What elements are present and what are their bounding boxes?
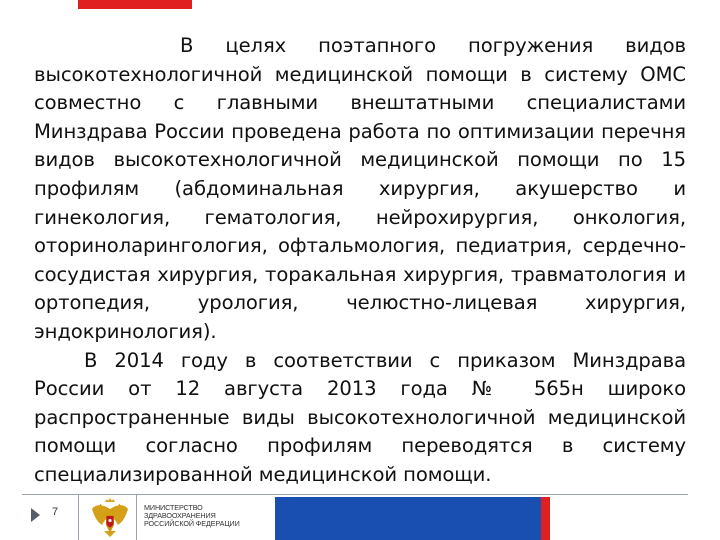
flag-stripe-white — [258, 497, 275, 540]
footer-divider — [22, 494, 688, 495]
ministry-name — [144, 504, 264, 529]
paragraph-2: В 2014 году в соответствии с приказом Минздрава России от 12 августа 2013 года № 565н широко распространенные виды высокотехнологичной медицинской помощи согласно профилям переводятся в систему специализированной медицинской помощи. — [34, 348, 686, 486]
slide-footer — [0, 487, 720, 540]
slide-body-text — [34, 32, 686, 490]
flag-stripe-red — [541, 497, 550, 540]
top-accent-bar — [78, 0, 192, 9]
arrow-bullet-icon — [31, 508, 40, 522]
flag-stripe-blue — [275, 497, 541, 540]
ministry-line-3: РОССИЙСКОЙ ФЕДЕРАЦИИ — [144, 519, 240, 529]
paragraph-1: В целях поэтапного погружения видов высокотехнологичной медицинской помощи в систему ОМС совместно с главными внештатными специалистами Минздрава России проведена работа по оптимизации перечня видов высокотехнологичной медицинской помощи по 15 профилям (абдоминальная хирургия, акушерство и гинекология, гематология, нейрохирургия, онкология, оториноларингология, офтальмология, педиатрия, сердечно-сосудистая хирургия, торакальная хирургия, травматология и ортопедия, урология, челюстно-лицевая хирургия, эндокринология). — [34, 34, 686, 343]
slide-number: 7 — [52, 506, 59, 518]
ministry-line-2: ЗДРАВООХРАНЕНИЯ — [144, 511, 216, 521]
footer-separator-left — [78, 495, 79, 540]
ministry-line-1: МИНИСТЕРСТВО — [144, 503, 203, 512]
footer-separator-right — [136, 495, 137, 540]
russian-coat-of-arms-icon — [90, 497, 130, 539]
